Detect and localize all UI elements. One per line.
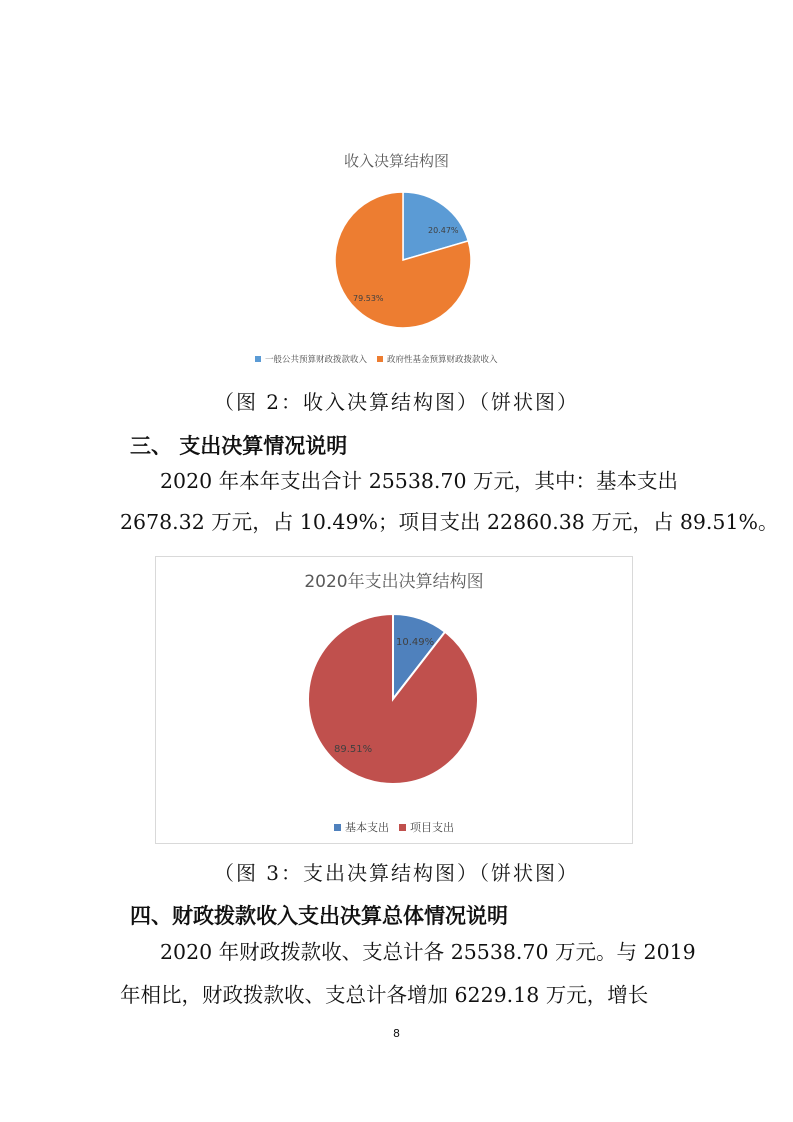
legend-income bbox=[255, 353, 575, 365]
pie-data-label-0-1: 79.53% bbox=[353, 294, 384, 303]
figure-caption-3: （图 3：支出决算结构图）（饼状图） bbox=[213, 861, 580, 885]
legend-item-fund-budget bbox=[377, 353, 498, 365]
page-number: 8 bbox=[393, 1027, 400, 1040]
figure-caption-2: （图 2：收入决算结构图）（饼状图） bbox=[213, 390, 580, 414]
legend-swatch-basic bbox=[334, 824, 341, 831]
chart-title-expenditure: 2020年支出决算结构图 bbox=[304, 572, 484, 592]
pie-chart-expenditure bbox=[306, 612, 482, 788]
chart-title-income: 收入决算结构图 bbox=[343, 152, 449, 170]
pie-data-label-1-1: 89.51% bbox=[334, 744, 373, 755]
pie-data-label-0-0: 20.47% bbox=[428, 226, 459, 235]
section-heading-3: 三、 支出决算情况说明 bbox=[130, 434, 348, 458]
legend-expenditure bbox=[156, 819, 632, 835]
legend-swatch-fund-budget bbox=[377, 356, 383, 362]
chart-frame-expenditure bbox=[155, 556, 633, 844]
legend-label-general-budget: 一般公共预算财政拨款收入 bbox=[265, 355, 368, 365]
legend-item-project bbox=[399, 819, 454, 835]
legend-swatch-project bbox=[399, 824, 406, 831]
legend-label-fund-budget: 政府性基金预算财政拨款收入 bbox=[387, 355, 498, 365]
pie-chart-income bbox=[333, 190, 483, 340]
paragraph-line: 年相比，财政拨款收、支总计各增加 6229.18 万元，增长 bbox=[120, 983, 649, 1007]
section-heading-4: 四、财政拨款收入支出决算总体情况说明 bbox=[130, 904, 508, 928]
pie-data-label-1-0: 10.49% bbox=[396, 637, 435, 648]
paragraph-line: 2020 年财政拨款收、支总计各 25538.70 万元。与 2019 bbox=[160, 940, 696, 964]
paragraph-line: 2020 年本年支出合计 25538.70 万元，其中：基本支出 bbox=[160, 469, 679, 493]
legend-label-basic: 基本支出 bbox=[345, 821, 389, 834]
legend-item-basic bbox=[334, 819, 389, 835]
legend-label-project: 项目支出 bbox=[410, 821, 454, 834]
paragraph-line: 2678.32 万元，占 10.49%；项目支出 22860.38 万元，占 89.51%。 bbox=[120, 510, 779, 534]
legend-swatch-general-budget bbox=[255, 356, 261, 362]
pie-slice-1-1 bbox=[308, 614, 478, 784]
legend-item-general-budget bbox=[255, 353, 367, 365]
